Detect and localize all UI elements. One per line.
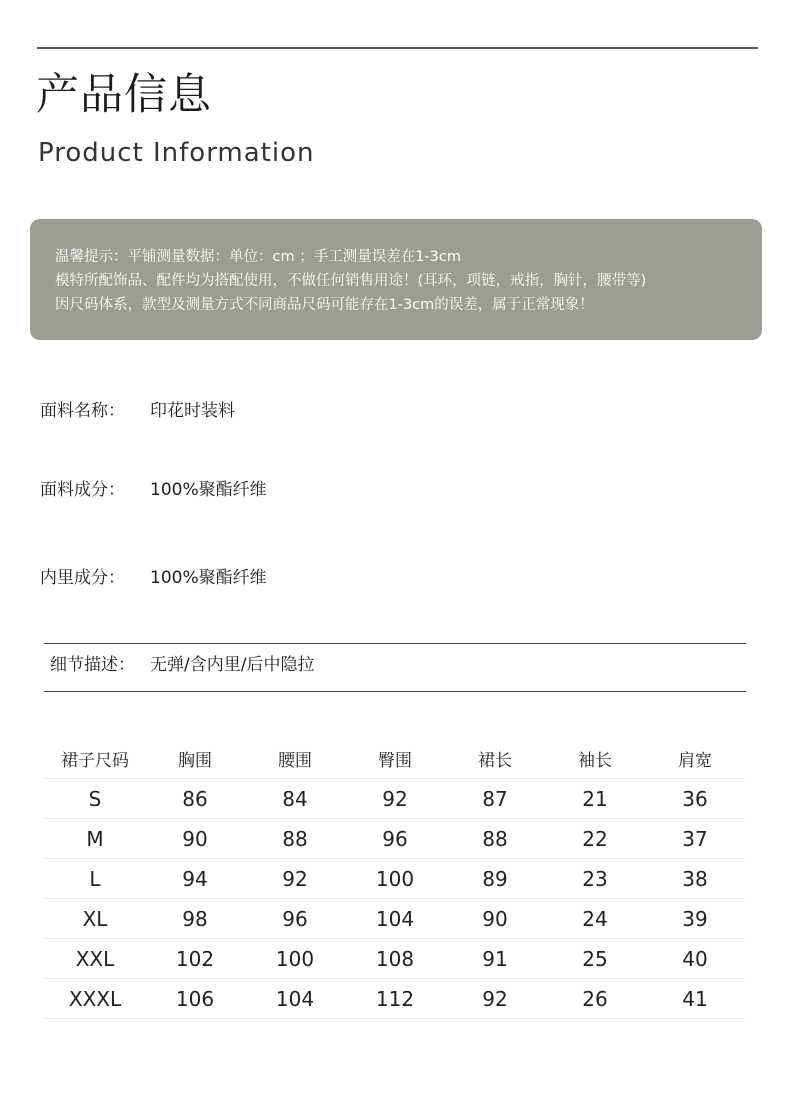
fabric-composition-label: 面料成分： bbox=[40, 480, 125, 500]
table-cell: 100 bbox=[245, 939, 345, 979]
table-cell: 92 bbox=[445, 979, 545, 1019]
table-cell: 92 bbox=[345, 779, 445, 819]
table-cell: XL bbox=[45, 899, 145, 939]
table-cell: 36 bbox=[645, 779, 745, 819]
header-hip: 臀围 bbox=[378, 750, 412, 771]
table-row bbox=[45, 819, 745, 859]
table-cell: 108 bbox=[345, 939, 445, 979]
top-divider bbox=[37, 47, 758, 49]
table-cell: 104 bbox=[245, 979, 345, 1019]
header-sleeve-length: 袖长 bbox=[578, 750, 612, 771]
fabric-composition-value: 100%聚酯纤维 bbox=[150, 480, 267, 500]
table-cell: L bbox=[45, 859, 145, 899]
header-size: 裙子尺码 bbox=[61, 750, 129, 771]
size-table-header-row bbox=[45, 738, 745, 779]
table-cell: XXL bbox=[45, 939, 145, 979]
notice-line-1: 温馨提示：平铺测量数据：单位：cm ；手工测量误差在1-3cm bbox=[55, 249, 461, 265]
table-cell: M bbox=[45, 819, 145, 859]
table-cell: 90 bbox=[445, 899, 545, 939]
table-cell: 22 bbox=[545, 819, 645, 859]
table-cell: 23 bbox=[545, 859, 645, 899]
table-cell: XXXL bbox=[45, 979, 145, 1019]
table-cell: 25 bbox=[545, 939, 645, 979]
table-cell: 112 bbox=[345, 979, 445, 1019]
table-cell: 37 bbox=[645, 819, 745, 859]
header-waist: 腰围 bbox=[278, 750, 312, 771]
table-cell: 91 bbox=[445, 939, 545, 979]
table-cell: 100 bbox=[345, 859, 445, 899]
fabric-name-value: 印花时装料 bbox=[150, 401, 235, 421]
table-row bbox=[45, 859, 745, 899]
detail-value: 无弹/含内里/后中隐拉 bbox=[150, 655, 315, 675]
table-cell: 90 bbox=[145, 819, 245, 859]
table-cell: 88 bbox=[445, 819, 545, 859]
notice-line-3: 因尺码体系，款型及测量方式不同商品尺码可能存在1-3cm的误差，属于正常现象！ bbox=[55, 297, 594, 313]
table-cell: S bbox=[45, 779, 145, 819]
table-cell: 106 bbox=[145, 979, 245, 1019]
notice-box bbox=[30, 219, 762, 340]
table-cell: 41 bbox=[645, 979, 745, 1019]
detail-bottom-divider bbox=[44, 691, 746, 692]
header-skirt-length: 裙长 bbox=[478, 750, 512, 771]
notice-line-2: 模特所配饰品、配件均为搭配使用，不做任何销售用途！(耳环，项链，戒指，胸针，腰带等) bbox=[55, 273, 647, 289]
detail-top-divider bbox=[44, 643, 746, 644]
table-cell: 94 bbox=[145, 859, 245, 899]
table-cell: 24 bbox=[545, 899, 645, 939]
table-cell: 21 bbox=[545, 779, 645, 819]
table-row bbox=[45, 979, 745, 1019]
header-shoulder-width: 肩宽 bbox=[678, 750, 712, 771]
table-cell: 102 bbox=[145, 939, 245, 979]
table-row bbox=[45, 779, 745, 819]
table-cell: 87 bbox=[445, 779, 545, 819]
table-cell: 96 bbox=[245, 899, 345, 939]
table-cell: 86 bbox=[145, 779, 245, 819]
table-cell: 38 bbox=[645, 859, 745, 899]
table-row bbox=[45, 899, 745, 939]
table-cell: 84 bbox=[245, 779, 345, 819]
table-cell: 104 bbox=[345, 899, 445, 939]
table-cell: 89 bbox=[445, 859, 545, 899]
table-cell: 98 bbox=[145, 899, 245, 939]
lining-composition-value: 100%聚酯纤维 bbox=[150, 568, 267, 588]
header-bust: 胸围 bbox=[178, 750, 212, 771]
lining-composition-label: 内里成分： bbox=[40, 568, 125, 588]
table-row bbox=[45, 939, 745, 979]
table-cell: 92 bbox=[245, 859, 345, 899]
table-cell: 26 bbox=[545, 979, 645, 1019]
table-cell: 88 bbox=[245, 819, 345, 859]
table-cell: 39 bbox=[645, 899, 745, 939]
table-cell: 40 bbox=[645, 939, 745, 979]
size-table bbox=[45, 738, 745, 1019]
page-subtitle: Product Information bbox=[38, 138, 315, 168]
page-title: 产品信息 bbox=[36, 70, 212, 120]
detail-label: 细节描述： bbox=[50, 655, 135, 675]
fabric-name-label: 面料名称： bbox=[40, 401, 125, 421]
table-cell: 96 bbox=[345, 819, 445, 859]
